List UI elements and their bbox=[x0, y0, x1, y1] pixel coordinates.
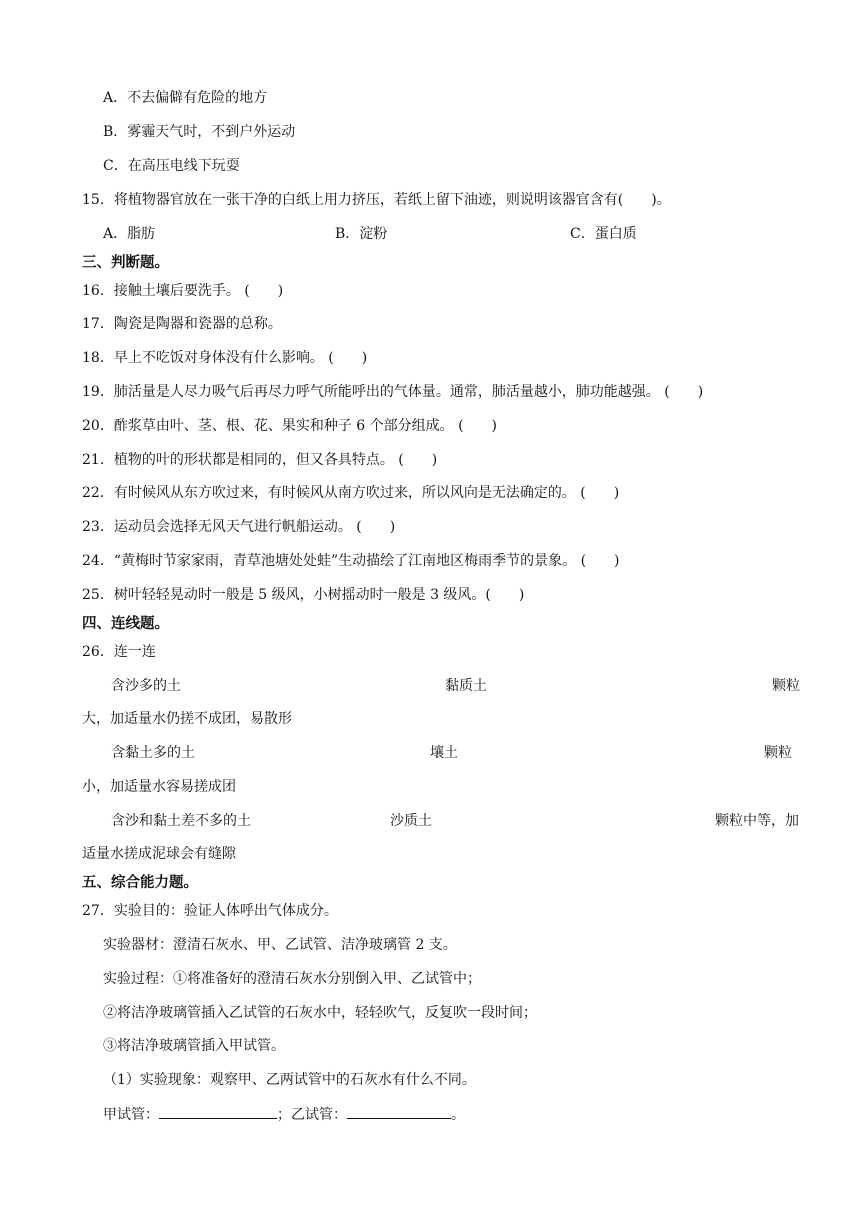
q14-option-b: B．雾霾天气时，不到户外运动 bbox=[103, 124, 296, 140]
match-right-3: 颗粒中等，加 bbox=[715, 813, 799, 829]
q27-sub1: （1）实验现象：观察甲、乙两试管中的石灰水有什么不同。 bbox=[103, 1072, 476, 1088]
q22: 22．有时候风从东方吹过来，有时候风从南方吹过来，所以风向是无法确定的。 ( ) bbox=[82, 485, 620, 501]
match-mid-1: 黏质土 bbox=[445, 678, 487, 694]
q27-step2: ②将洁净玻璃管插入乙试管的石灰水中，轻轻吹气，反复吹一段时间； bbox=[103, 1005, 537, 1021]
match-right-2-cont: 小，加适量水容易搓成团 bbox=[82, 779, 236, 795]
q15-option-a: A．脂肪 bbox=[103, 226, 156, 242]
match-left-1: 含沙多的土 bbox=[111, 678, 181, 694]
q21: 21．植物的叶的形状都是相同的，但又各具特点。 ( ) bbox=[82, 452, 438, 468]
section3-heading: 三、判断题。 bbox=[82, 255, 169, 271]
match-right-2: 颗粒 bbox=[764, 745, 792, 761]
q27-answer-line bbox=[103, 1104, 465, 1124]
q25: 25．树叶轻轻晃动时一般是 5 级风，小树摇动时一般是 3 级风。( ) bbox=[82, 587, 525, 603]
answer-end: 。 bbox=[451, 1107, 465, 1123]
q27-materials: 实验器材：澄清石灰水、甲、乙试管、洁净玻璃管 2 支。 bbox=[103, 937, 457, 953]
match-right-3-cont: 适量水搓成泥球会有缝隙 bbox=[82, 846, 236, 862]
match-left-3: 含沙和黏土差不多的土 bbox=[111, 813, 251, 829]
q17: 17．陶瓷是陶器和瓷器的总称。 bbox=[82, 316, 282, 332]
section4-heading: 四、连线题。 bbox=[82, 616, 169, 632]
q16: 16．接触土壤后要洗手。 ( ) bbox=[82, 283, 284, 299]
tube-yi-label: ；乙试管： bbox=[277, 1107, 347, 1123]
q23: 23．运动员会选择无风天气进行帆船运动。 ( ) bbox=[82, 519, 396, 535]
match-right-1-cont: 大，加适量水仍搓不成团，易散形 bbox=[82, 711, 292, 727]
q14-option-a: A．不去偏僻有危险的地方 bbox=[103, 90, 268, 106]
q27-stem: 27．实验目的：验证人体呼出气体成分。 bbox=[82, 903, 338, 919]
q26-stem: 26．连一连 bbox=[82, 644, 156, 660]
q24: 24．“黄梅时节家家雨，青草池塘处处蛙”生动描绘了江南地区梅雨季节的景象。 ( ) bbox=[82, 553, 620, 569]
q14-option-c: C．在高压电线下玩耍 bbox=[103, 158, 240, 174]
q19: 19．肺活量是人尽力吸气后再尽力呼气所能呼出的气体量。通常，肺活量越小，肺功能越强。 ( ) bbox=[82, 384, 704, 400]
q27-step1: 实验过程：①将准备好的澄清石灰水分别倒入甲、乙试管中； bbox=[103, 971, 481, 987]
q20: 20．酢浆草由叶、茎、根、花、果实和种子 6 个部分组成。 ( ) bbox=[82, 418, 497, 434]
q27-step3: ③将洁净玻璃管插入甲试管。 bbox=[103, 1038, 285, 1054]
tube-jia-label: 甲试管： bbox=[103, 1107, 159, 1123]
match-mid-3: 沙质土 bbox=[390, 813, 432, 829]
q15-option-c: C．蛋白质 bbox=[570, 226, 637, 242]
match-left-2: 含黏土多的土 bbox=[111, 745, 195, 761]
tube-jia-blank[interactable] bbox=[159, 1104, 277, 1119]
match-right-1: 颗粒 bbox=[772, 678, 800, 694]
match-mid-2: 壤土 bbox=[430, 745, 458, 761]
tube-yi-blank[interactable] bbox=[347, 1104, 451, 1119]
q15-stem: 15．将植物器官放在一张干净的白纸上用力挤压，若纸上留下油迹，则说明该器官含有( )。 bbox=[82, 192, 671, 208]
q15-option-b: B．淀粉 bbox=[335, 226, 388, 242]
q18: 18．早上不吃饭对身体没有什么影响。 ( ) bbox=[82, 350, 368, 366]
section5-heading: 五、综合能力题。 bbox=[82, 875, 198, 891]
